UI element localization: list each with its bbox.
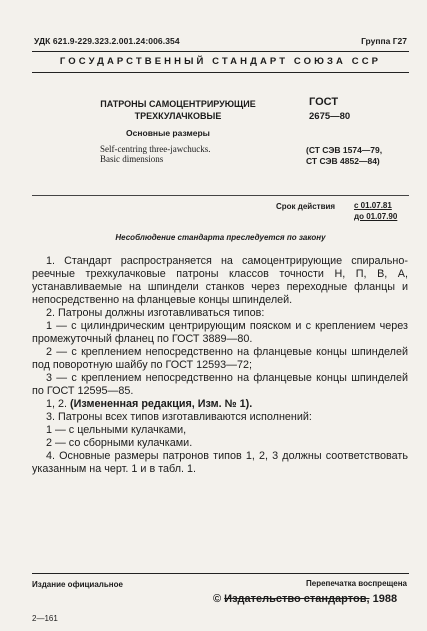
cmea-line-2: СТ СЭВ 4852—84) xyxy=(306,156,380,166)
validity-to: до 01.07.90 xyxy=(354,212,398,221)
paragraph-9: 2 — со сборными кулачками. xyxy=(46,437,193,449)
standard-banner: ГОСУДАРСТВЕННЫЙ СТАНДАРТ СОЮЗА ССР xyxy=(59,56,382,67)
copyright-line xyxy=(213,593,397,605)
paragraph-5: 3 — с креплением непосредственно на фланцевые концы шпинделей по ГОСТ 12595—85. xyxy=(32,372,408,397)
english-title-line-2: Basic dimensions xyxy=(100,154,164,164)
banner-rule xyxy=(32,72,409,73)
page-code: 2—161 xyxy=(32,614,58,623)
validity-from: с 01.07.81 xyxy=(354,201,392,210)
amendment-note: (Измененная редакция, Изм. № 1). xyxy=(70,398,253,410)
document-subtitle: Основные размеры xyxy=(126,128,210,138)
validity-dates xyxy=(354,200,397,222)
footer-rule xyxy=(32,573,409,574)
gost-label: ГОСТ xyxy=(309,96,339,108)
paragraph-3: 1 — с цилиндрическим центрирующим пояском и с креплением через промежуточный фланец по ГОСТ 3889—80. xyxy=(32,320,408,345)
paragraph-10: 4. Основные размеры патронов типов 1, 2, 3 должны соответствовать указанным на черт. 1 и в табл. 1. xyxy=(32,450,408,475)
paragraph-1: 1. Стандарт распространяется на самоцентрирующие спирально-реечные трехкулачковые патроны классов точности Н, П, В, А, устанавливаемые на шпиндели станков через переходные фланцы и непосредственно на фланцевые концы шпинделей. xyxy=(32,255,408,306)
official-edition: Издание официальное xyxy=(32,580,123,589)
copyright-year: 1988 xyxy=(372,593,398,605)
legal-notice: Несоблюдение стандарта преследуется по закону xyxy=(115,233,326,242)
paragraph-7: 3. Патроны всех типов изготавливаются исполнений: xyxy=(46,411,312,423)
group-code: Группа Г27 xyxy=(361,36,407,46)
udk-code: УДК 621.9-229.323.2.001.24:006.354 xyxy=(34,36,180,46)
paragraph-6 xyxy=(32,398,408,411)
paragraph-2: 2. Патроны должны изготавливаться типов: xyxy=(46,307,265,319)
copyright-symbol: © xyxy=(213,593,222,605)
paragraph-8: 1 — с цельными кулачками, xyxy=(46,424,187,436)
document-title xyxy=(68,98,288,122)
cmea-line-1: (СТ СЭВ 1574—79, xyxy=(306,145,383,155)
paragraph-4: 2 — с креплением непосредственно на фланцевые концы шпинделей под поворотную шайбу по ГОСТ 12593—72; xyxy=(32,346,408,371)
title-line-2: ТРЕХКУЛАЧКОВЫЕ xyxy=(134,111,222,121)
top-rule xyxy=(32,51,409,52)
title-line-1: ПАТРОНЫ САМОЦЕНТРИРУЮЩИЕ xyxy=(100,99,256,109)
validity-label: Срок действия xyxy=(276,202,336,211)
gost-number: 2675—80 xyxy=(309,111,351,122)
section-rule xyxy=(32,195,409,196)
english-title xyxy=(100,144,210,164)
document-body xyxy=(32,255,408,476)
english-title-line-1: Self-centring three-jawchucks. xyxy=(100,144,211,154)
cmea-references xyxy=(306,145,382,167)
reprint-notice: Перепечатка воспрещена xyxy=(306,579,407,588)
paragraph-6-prefix: 1, 2. xyxy=(46,398,71,410)
publisher-name: Издательство стандартов, xyxy=(224,593,370,605)
